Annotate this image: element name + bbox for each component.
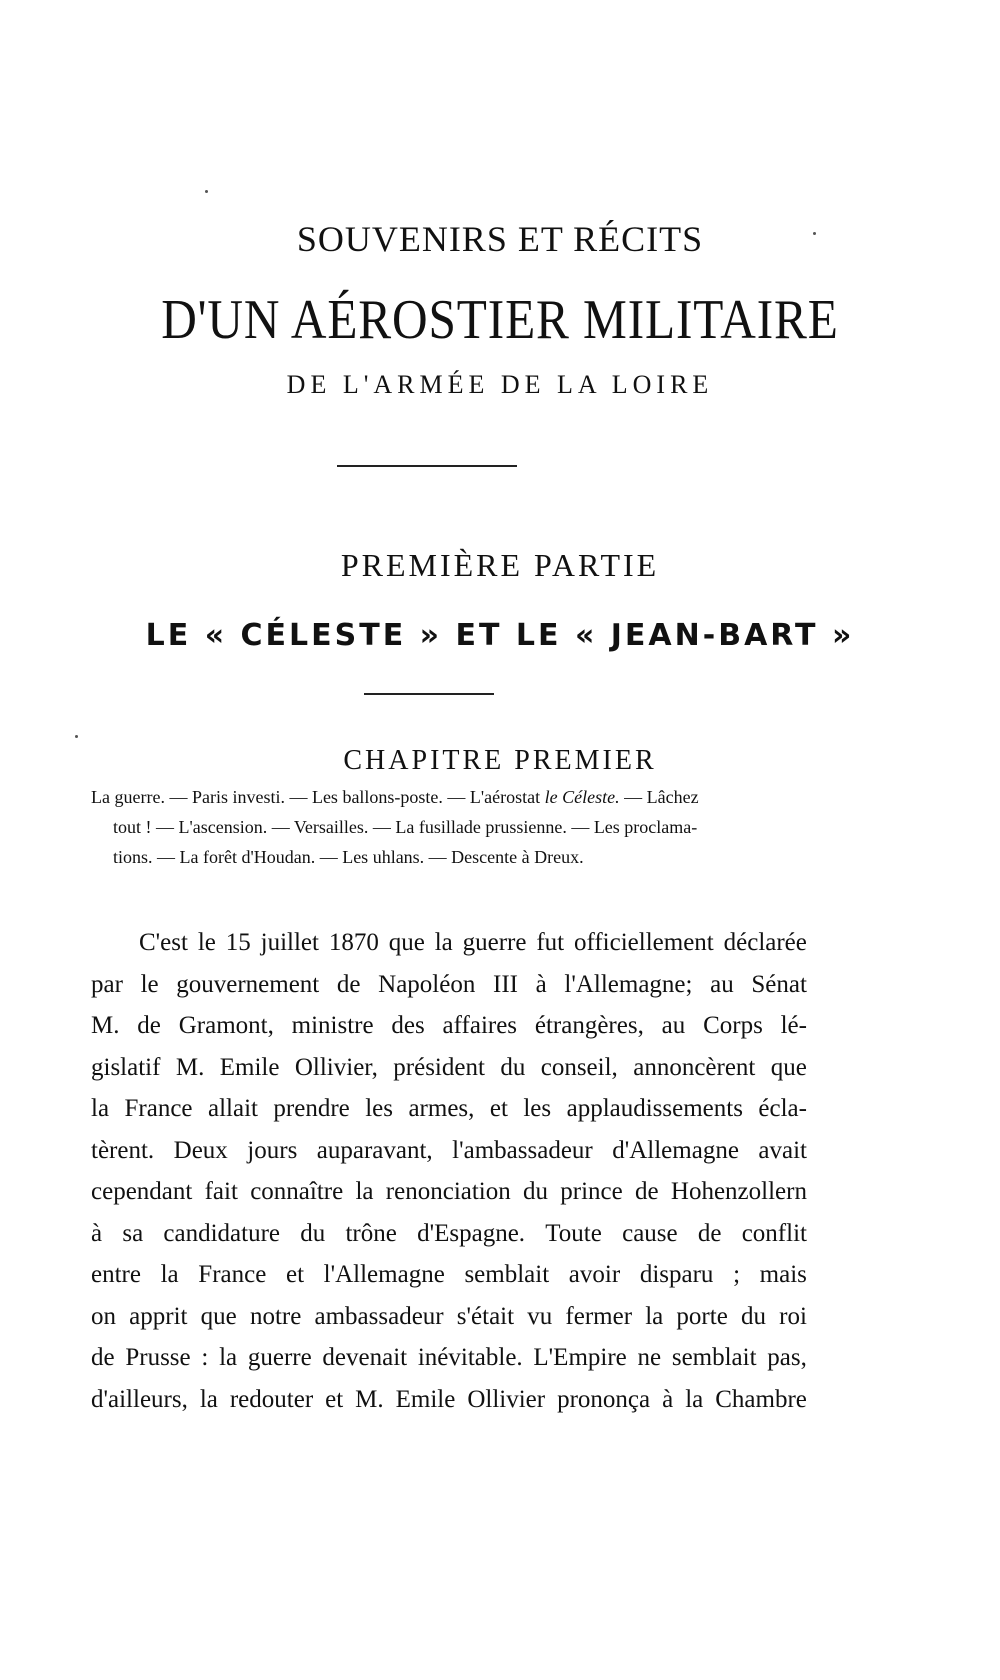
text-line: cependant fait connaître la renonciation du prince de Hohenzollern — [91, 1178, 807, 1205]
paper-speck — [205, 190, 208, 193]
summary-line: La guerre. — Paris investi. — Les ballons-poste. — L'aérostat le Céleste. — Lâchez — [91, 787, 699, 807]
text-line: entre la France et l'Allemagne semblait avoir disparu ; mais — [91, 1261, 807, 1288]
divider-rule — [337, 465, 517, 467]
summary-line: tout ! — L'ascension. — Versailles. — La fusillade prussienne. — Les proclama- — [113, 817, 698, 837]
text-line: la France allait prendre les armes, et les applaudissements écla- — [91, 1095, 807, 1122]
text-line: M. de Gramont, ministre des affaires étrangères, au Corps lé- — [91, 1012, 807, 1039]
paper-speck — [75, 735, 78, 738]
text-line: d'ailleurs, la redouter et M. Emile Ollivier prononça à la Chambre — [91, 1385, 807, 1413]
series-title: SOUVENIRS ET RÉCITS — [296, 219, 704, 259]
chapter-summary — [91, 782, 807, 872]
text-line: gislatif M. Emile Ollivier, président du conseil, annoncèrent que — [91, 1053, 807, 1081]
part-title: PREMIÈRE PARTIE — [340, 547, 660, 583]
text-line: C'est le 15 juillet 1870 que la guerre fut officiellement déclarée — [139, 929, 807, 956]
summary-line: tions. — La forêt d'Houdan. — Les uhlans. — Descente à Dreux. — [113, 847, 584, 867]
text-line: tèrent. Deux jours auparavant, l'ambassadeur d'Allemagne avait — [91, 1136, 807, 1164]
text-line: de Prusse : la guerre devenait inévitable. L'Empire ne semblait pas, — [91, 1344, 807, 1371]
paper-speck — [813, 232, 816, 235]
text-line: par le gouvernement de Napoléon III à l'Allemagne; au Sénat — [91, 970, 807, 998]
chapter-title: CHAPITRE PREMIER — [343, 745, 657, 776]
body-text — [91, 922, 807, 1420]
main-title: D'UN AÉROSTIER MILITAIRE — [161, 289, 839, 351]
text-line: à sa candidature du trône d'Espagne. Toute cause de conflit — [91, 1219, 807, 1247]
part-subtitle: LE « CÉLESTE » ET LE « JEAN-BART » — [145, 618, 855, 653]
sub-title: DE L'ARMÉE DE LA LOIRE — [286, 370, 714, 399]
text-line: on apprit que notre ambassadeur s'était vu fermer la porte du roi — [91, 1302, 807, 1330]
divider-rule — [364, 693, 494, 695]
